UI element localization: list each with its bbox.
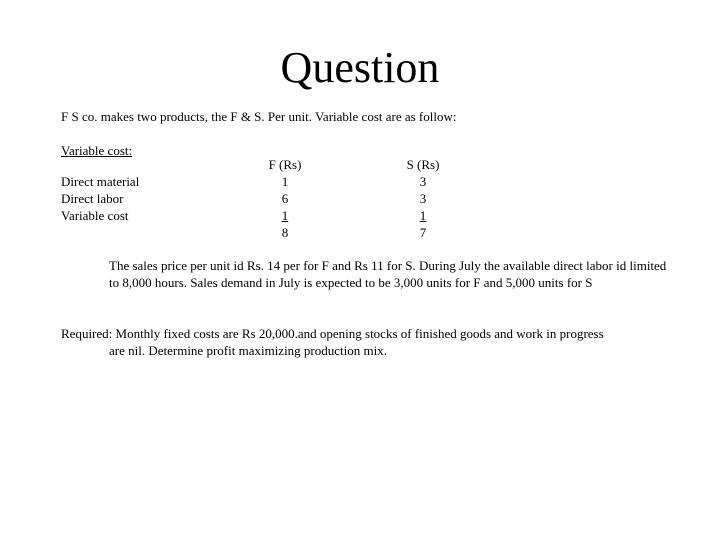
cell-s-variable-cost-value: 1 <box>419 208 427 223</box>
cell-f-variable-cost-value: 1 <box>281 208 289 223</box>
required-line-1: Required: Monthly fixed costs are Rs 20,000.and opening stocks of finished goods and work in progress <box>61 326 604 341</box>
cell-s-variable-cost <box>393 207 453 224</box>
required-paragraph <box>61 325 661 359</box>
cell-s-direct-labor: 3 <box>419 191 427 206</box>
cell-s-total: 7 <box>419 225 427 240</box>
row-label-direct-material: Direct material <box>61 174 140 189</box>
row-label-direct-labor: Direct labor <box>61 191 124 206</box>
intro-text: F S co. makes two products, the F & S. Per unit. Variable cost are as follow: <box>61 109 457 124</box>
cell-s-direct-material: 3 <box>419 174 427 189</box>
section-label-variable-cost: Variable cost: <box>61 143 133 158</box>
required-line-2: are nil. Determine profit maximizing production mix. <box>109 343 387 358</box>
column-header-f: F (Rs) <box>268 157 302 172</box>
cell-f-variable-cost <box>255 207 315 224</box>
column-f <box>255 156 315 241</box>
sales-paragraph: The sales price per unit id Rs. 14 per for F and Rs 11 for S. During July the available direct labor id limited to 8,000 hours. Sales demand in July is expected to be 3,000 units for F and 5,000 units for S <box>109 258 667 290</box>
column-s <box>393 156 453 241</box>
page-title: Question <box>280 43 440 92</box>
cell-f-direct-labor: 6 <box>281 191 289 206</box>
column-header-s: S (Rs) <box>406 157 440 172</box>
cell-f-total: 8 <box>281 225 289 240</box>
cell-f-direct-material: 1 <box>281 174 289 189</box>
row-label-variable-cost: Variable cost <box>61 208 129 223</box>
